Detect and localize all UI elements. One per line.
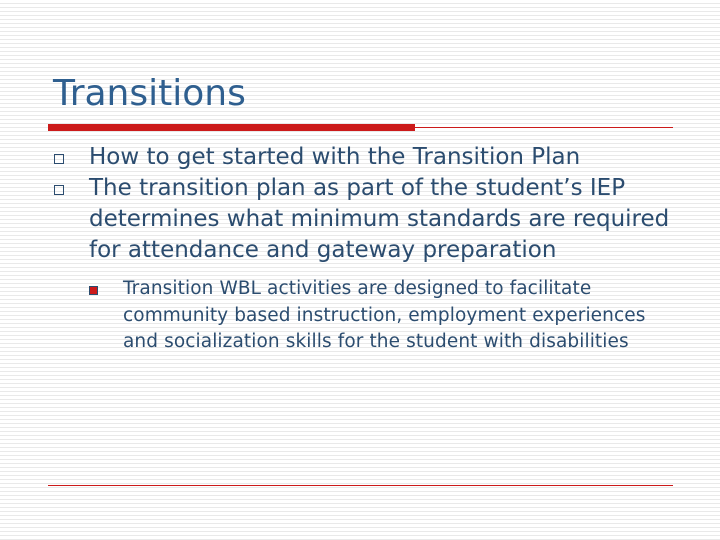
footer-divider <box>48 485 673 486</box>
sub-bullet-list <box>89 276 674 356</box>
bullet-text: The transition plan as part of the student’s IEP determines what minimum standards are required for attendance and gateway preparation <box>89 175 670 263</box>
title-underline-thin <box>415 127 673 128</box>
sub-bullet-item <box>89 276 674 356</box>
hollow-square-bullet-icon <box>54 154 64 164</box>
hollow-square-bullet-icon <box>54 185 64 195</box>
bullet-list <box>54 142 674 356</box>
slide-title: Transitions <box>53 73 246 114</box>
sub-bullet-text: Transition WBL activities are designed to facilitate community based instruction, employment experiences and socialization skills for the student with disabilities <box>123 278 646 352</box>
bullet-text: How to get started with the Transition Plan <box>89 144 581 170</box>
bullet-item <box>54 173 674 356</box>
bullet-item <box>54 142 674 173</box>
filled-square-bullet-icon <box>89 286 98 295</box>
title-underline-thick <box>48 124 415 131</box>
